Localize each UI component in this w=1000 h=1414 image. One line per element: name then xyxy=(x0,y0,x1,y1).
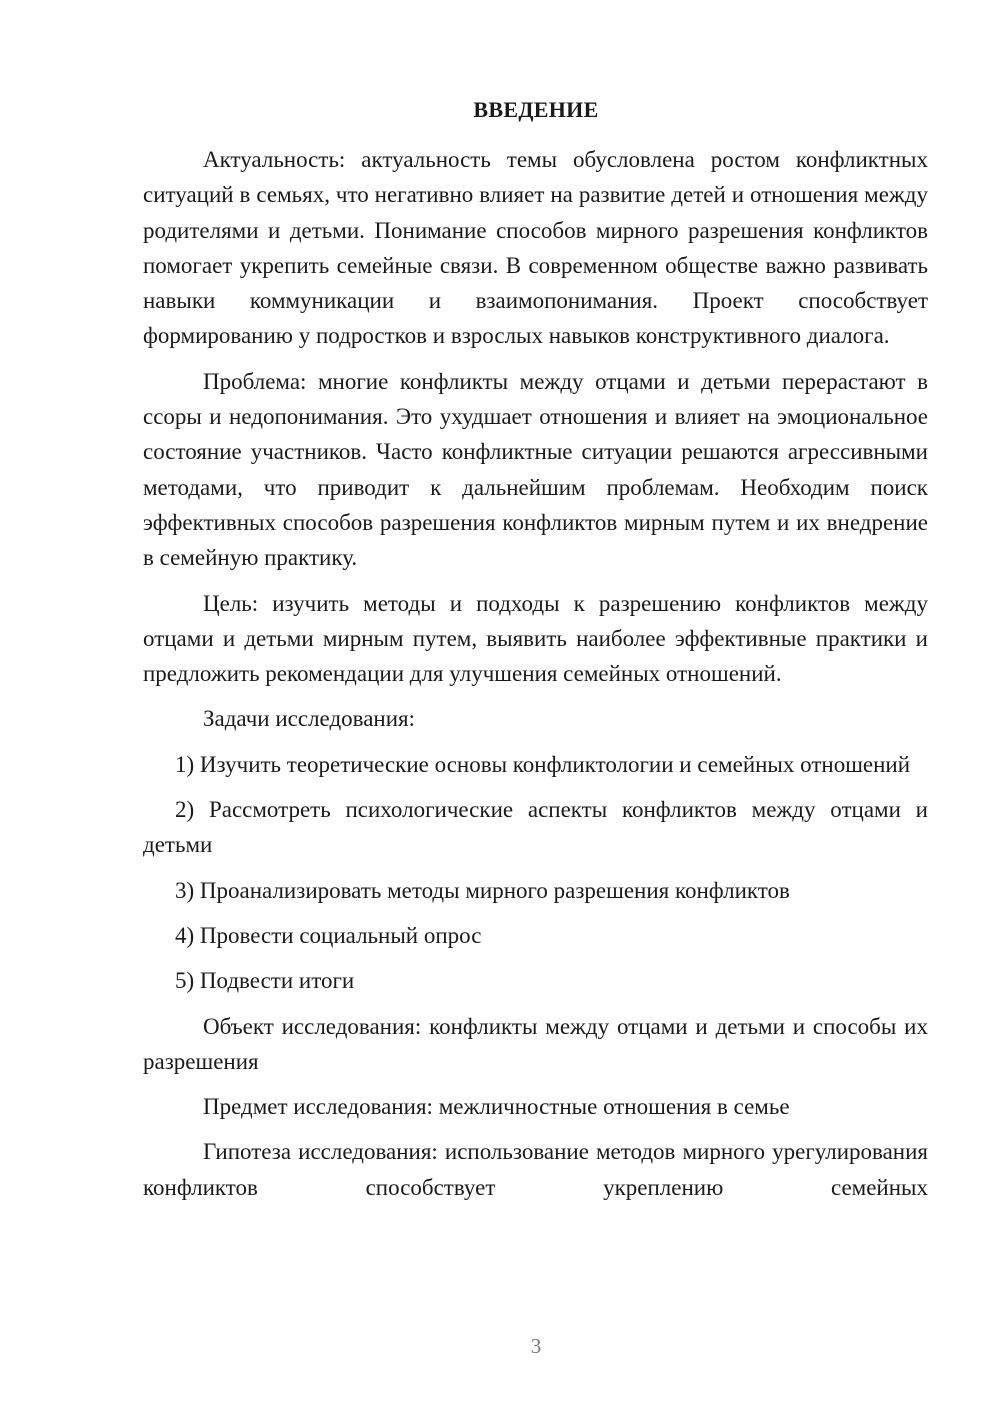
page-number: 3 xyxy=(530,1334,542,1358)
paragraph-subject: Предмет исследования: межличностные отношения в семье xyxy=(203,1094,790,1120)
task-item: 4) Провести социальный опрос xyxy=(175,922,482,948)
paragraph-relevance: Актуальность: актуальность темы обусловлена ростом конфликтных ситуаций в семьях, что негативно влияет на развитие детей и отношения между родителями и детьми. Понимание способов мирного разрешения конфликтов помогает укрепить семейные связи. В современном обществе важно развивать навыки коммуникации и взаимопонимания. Проект способствует формированию у подростков и взрослых навыков конструктивного диалога. xyxy=(143,147,928,349)
task-item: 3) Проанализировать методы мирного разрешения конфликтов xyxy=(175,877,790,903)
paragraph-hypothesis: Гипотеза исследования: использование методов мирного урегулирования конфликтов способствует укреплению семейных xyxy=(143,1139,928,1200)
paragraph-problem: Проблема: многие конфликты между отцами и детьми перерастают в ссоры и недопонимания. Это ухудшает отношения и влияет на эмоциональное состояние участников. Часто конфликтные ситуации решаются агрессивными методами, что приводит к дальнейшим проблемам. Необходим поиск эффективных способов разрешения конфликтов мирным путем и их внедрение в семейную практику. xyxy=(143,368,928,571)
document-body xyxy=(143,142,928,1205)
tasks-heading: Задачи исследования: xyxy=(203,706,416,732)
paragraph-goal: Цель: изучить методы и подходы к разрешению конфликтов между отцами и детьми мирным путем, выявить наиболее эффективные практики и предложить рекомендации для улучшения семейных отношений. xyxy=(143,590,928,687)
task-item: 1) Изучить теоретические основы конфликтологии и семейных отношений xyxy=(175,751,911,777)
paragraph-object: Объект исследования: конфликты между отцами и детьми и способы их разрешения xyxy=(143,1013,928,1074)
task-item: 2) Рассмотреть психологические аспекты конфликтов между отцами и детьми xyxy=(143,797,928,858)
task-item: 5) Подвести итоги xyxy=(175,968,355,994)
document-title: ВВЕДЕНИЕ xyxy=(473,97,599,122)
